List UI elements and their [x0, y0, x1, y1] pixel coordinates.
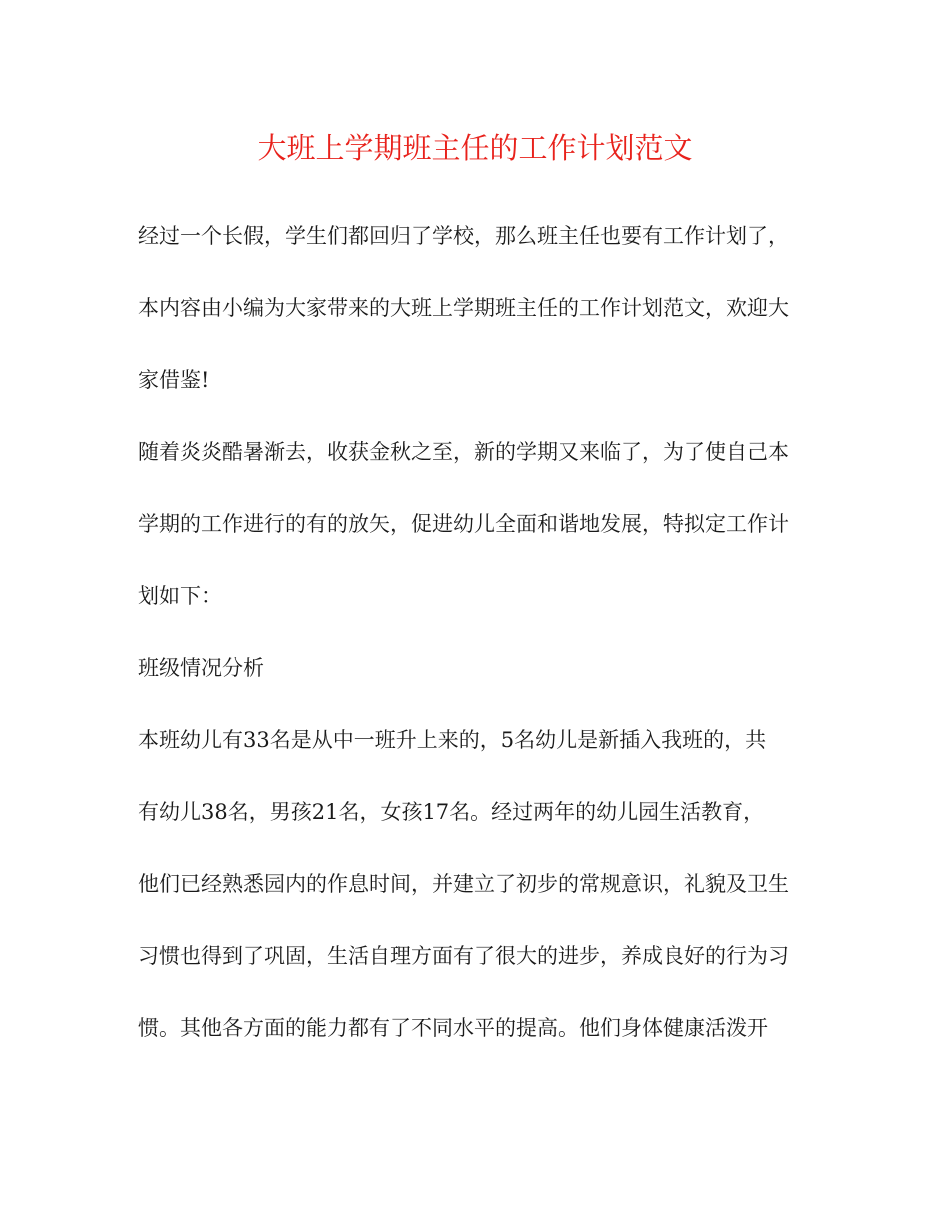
body-line-2: 本内容由小编为大家带来的大班上学期班主任的工作计划范文，欢迎大 [138, 296, 789, 320]
body-line-8: 本班幼儿有33名是从中一班升上来的，5名幼儿是新插入我班的，共 [138, 728, 767, 752]
document-title: 大班上学期班主任的工作计划范文 [257, 131, 693, 165]
body-line-9: 有幼儿38名，男孩21名，女孩17名。经过两年的幼儿园生活教育， [138, 800, 765, 824]
section-heading-class-analysis: 班级情况分析 [138, 656, 264, 680]
body-line-5: 学期的工作进行的有的放矢，促进幼儿全面和谐地发展，特拟定工作计 [138, 512, 789, 536]
body-line-12: 惯。其他各方面的能力都有了不同水平的提高。他们身体健康活泼开 [138, 1016, 768, 1040]
body-line-3: 家借鉴! [138, 368, 210, 392]
body-line-10: 他们已经熟悉园内的作息时间，并建立了初步的常规意识，礼貌及卫生 [138, 872, 789, 896]
body-line-1: 经过一个长假，学生们都回归了学校，那么班主任也要有工作计划了， [138, 224, 789, 248]
body-line-4: 随着炎炎酷暑渐去，收获金秋之至，新的学期又来临了，为了使自己本 [138, 440, 789, 464]
body-line-6: 划如下： [138, 584, 222, 608]
document-body [138, 200, 818, 1064]
body-line-11: 习惯也得到了巩固，生活自理方面有了很大的进步，养成良好的行为习 [138, 944, 789, 968]
